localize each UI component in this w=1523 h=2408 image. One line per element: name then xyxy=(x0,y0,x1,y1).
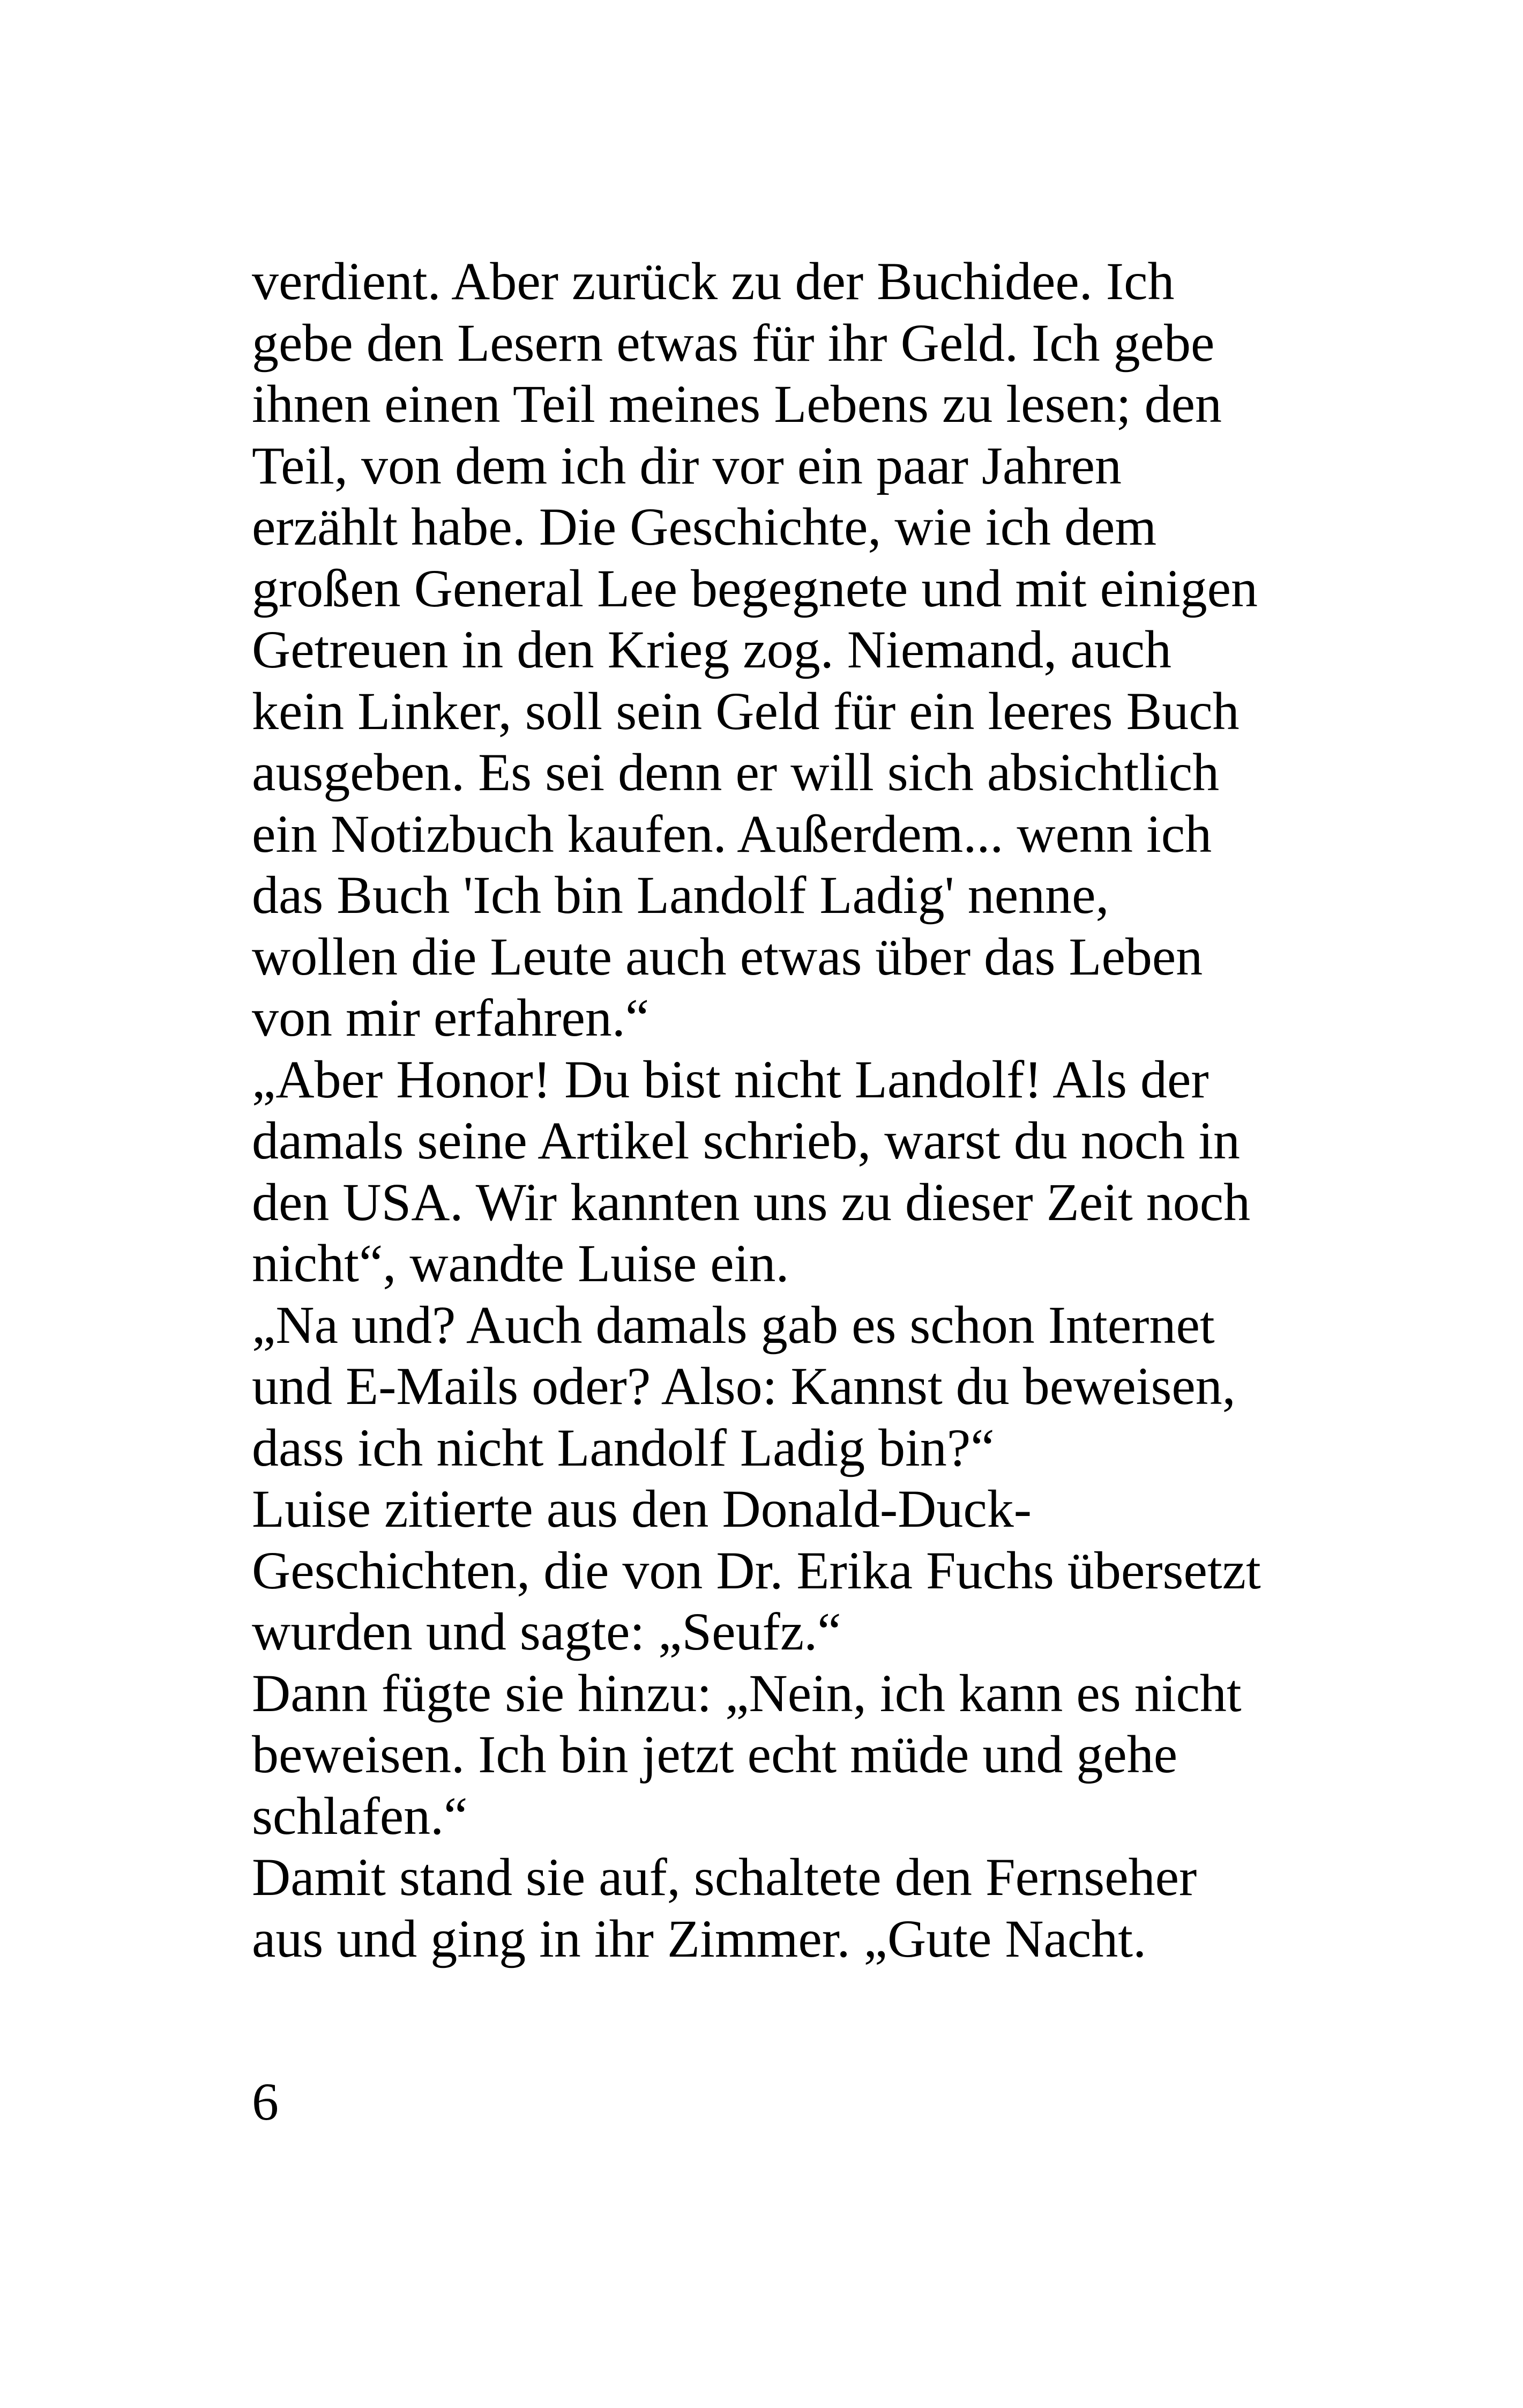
text-line: Dann fügte sie hinzu: „Nein, ich kann es nicht xyxy=(252,1663,1242,1723)
text-line: den USA. Wir kannten uns zu dieser Zeit noch xyxy=(252,1172,1251,1232)
text-line: verdient. Aber zurück zu der Buchidee. Ich xyxy=(252,251,1175,311)
text-line: damals seine Artikel schrieb, warst du noch in xyxy=(252,1111,1240,1170)
text-line: von mir erfahren.“ xyxy=(252,988,649,1047)
text-line: beweisen. Ich bin jetzt echt müde und gehe xyxy=(252,1725,1178,1784)
text-line: „Na und? Auch damals gab es schon Internet xyxy=(252,1295,1215,1355)
text-line: dass ich nicht Landolf Ladig bin?“ xyxy=(252,1417,995,1477)
text-line: kein Linker, soll sein Geld für ein leeres Buch xyxy=(252,681,1240,741)
text-line: aus und ging in ihr Zimmer. „Gute Nacht. xyxy=(252,1908,1147,1968)
text-line: Damit stand sie auf, schaltete den Fernseher xyxy=(252,1847,1197,1907)
body-text xyxy=(252,251,1324,1969)
text-line: schlafen.“ xyxy=(252,1786,468,1846)
text-line: Luise zitierte aus den Donald-Duck- xyxy=(252,1479,1032,1539)
text-line: ihnen einen Teil meines Lebens zu lesen; den xyxy=(252,374,1222,434)
text-line: ein Notizbuch kaufen. Außerdem... wenn ich xyxy=(252,804,1212,864)
text-line: wurden und sagte: „Seufz.“ xyxy=(252,1602,841,1661)
text-line: wollen die Leute auch etwas über das Leben xyxy=(252,926,1203,986)
text-line: großen General Lee begegnete und mit einigen xyxy=(252,558,1258,618)
text-line: nicht“, wandte Luise ein. xyxy=(252,1233,789,1293)
text-line: Geschichten, die von Dr. Erika Fuchs übersetzt xyxy=(252,1540,1261,1600)
text-line: erzählt habe. Die Geschichte, wie ich dem xyxy=(252,497,1157,556)
text-line: und E-Mails oder? Also: Kannst du beweisen, xyxy=(252,1356,1236,1416)
text-line: ausgeben. Es sei denn er will sich absichtlich xyxy=(252,742,1220,802)
text-line: gebe den Lesern etwas für ihr Geld. Ich gebe xyxy=(252,313,1215,373)
text-line: „Aber Honor! Du bist nicht Landolf! Als der xyxy=(252,1049,1209,1109)
text-line: das Buch 'Ich bin Landolf Ladig' nenne, xyxy=(252,865,1109,925)
text-line: Getreuen in den Krieg zog. Niemand, auch xyxy=(252,620,1172,679)
text-line: Teil, von dem ich dir vor ein paar Jahren xyxy=(252,435,1122,495)
page-number: 6 xyxy=(252,2072,279,2131)
